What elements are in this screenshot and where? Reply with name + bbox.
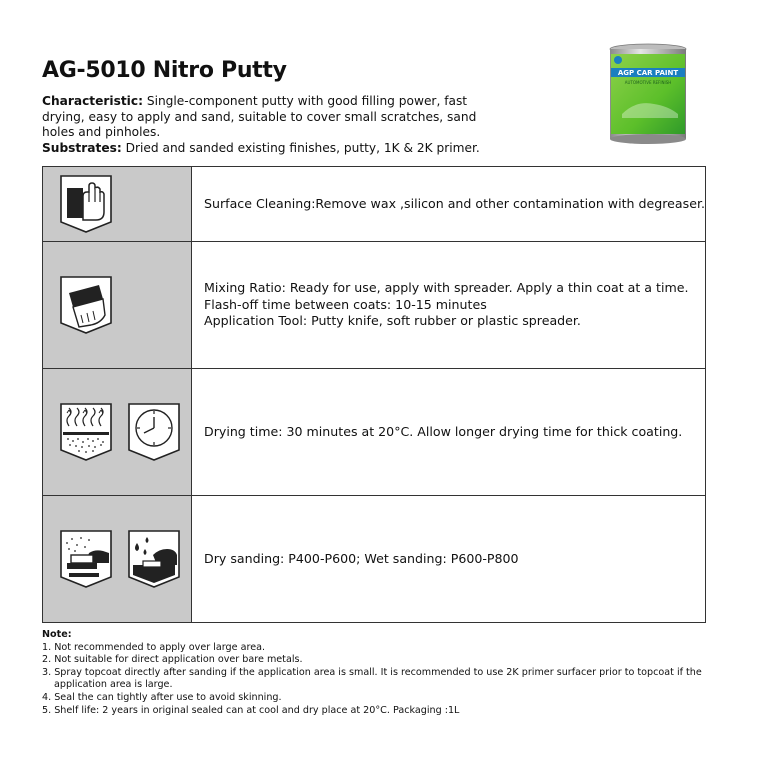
step-icon-cell	[43, 242, 192, 369]
characteristic-paragraph	[42, 94, 492, 141]
step-text-cell	[192, 496, 706, 623]
step-row-drying	[43, 369, 706, 496]
step-text-cell	[192, 167, 706, 242]
process-steps-table	[42, 166, 706, 623]
wet-sanding-icon	[127, 529, 181, 589]
drying-heat-icon	[59, 402, 113, 462]
step-icon-cell	[43, 167, 192, 242]
step-row-mixing	[43, 242, 706, 369]
note-item: 5. Shelf life: 2 years in original sealed can at cool and dry place at 20°C. Packaging :1L	[42, 704, 460, 716]
step-row-sanding	[43, 496, 706, 623]
step-line: Dry sanding: P400-P600; Wet sanding: P600-P800	[204, 550, 519, 566]
step-line: Flash-off time between coats: 10-15 minutes	[204, 296, 487, 312]
product-can-image	[608, 42, 688, 146]
page-title: AG-5010 Nitro Putty	[42, 58, 287, 83]
note-item-continuation: application area is large.	[54, 679, 173, 691]
note-item: 1. Not recommended to apply over large area.	[42, 641, 266, 653]
step-line: Mixing Ratio: Ready for use, apply with spreader. Apply a thin coat at a time.	[204, 280, 689, 296]
dry-sanding-icon	[59, 529, 113, 589]
step-icon-cell	[43, 496, 192, 623]
product-description	[42, 94, 492, 156]
step-line: Surface Cleaning:Remove wax ,silicon and other contamination with degreaser.	[204, 195, 705, 211]
note-item: 2. Not suitable for direct application over bare metals.	[42, 654, 303, 666]
note-item: 4. Seal the can tightly after use to avoid skinning.	[42, 691, 282, 703]
notes-heading: Note:	[42, 629, 72, 640]
surface-cleaning-icon	[59, 174, 113, 234]
step-text-cell	[192, 242, 706, 369]
substrates-paragraph	[42, 141, 492, 157]
can-subtitle-text: AUTOMOTIVE REFINISH	[624, 80, 672, 85]
step-row-surface-cleaning	[43, 167, 706, 242]
substrates-label: Substrates:	[42, 140, 122, 155]
can-brand-text: AGP CAR PAINT	[617, 69, 679, 77]
clock-icon	[127, 402, 181, 462]
putty-spreader-icon	[59, 275, 113, 335]
step-line: Application Tool: Putty knife, soft rubber or plastic spreader.	[204, 313, 581, 329]
step-text-cell	[192, 369, 706, 496]
characteristic-text: Single-component putty with good filling power, fast drying, easy to apply and sand, suitable to cover small scratches, sand holes and pinholes.	[42, 94, 477, 139]
step-icon-cell	[43, 369, 192, 496]
notes-section	[42, 629, 714, 717]
note-item: 3. Spray topcoat directly after sanding if the application area is small. It is recommended to use 2K primer surfacer prior to topcoat if the	[42, 666, 702, 678]
step-line: Drying time: 30 minutes at 20°C. Allow longer drying time for thick coating.	[204, 423, 683, 439]
characteristic-label: Characteristic:	[42, 94, 143, 108]
substrates-text: Dried and sanded existing finishes, putty, 1K & 2K primer.	[121, 140, 480, 155]
